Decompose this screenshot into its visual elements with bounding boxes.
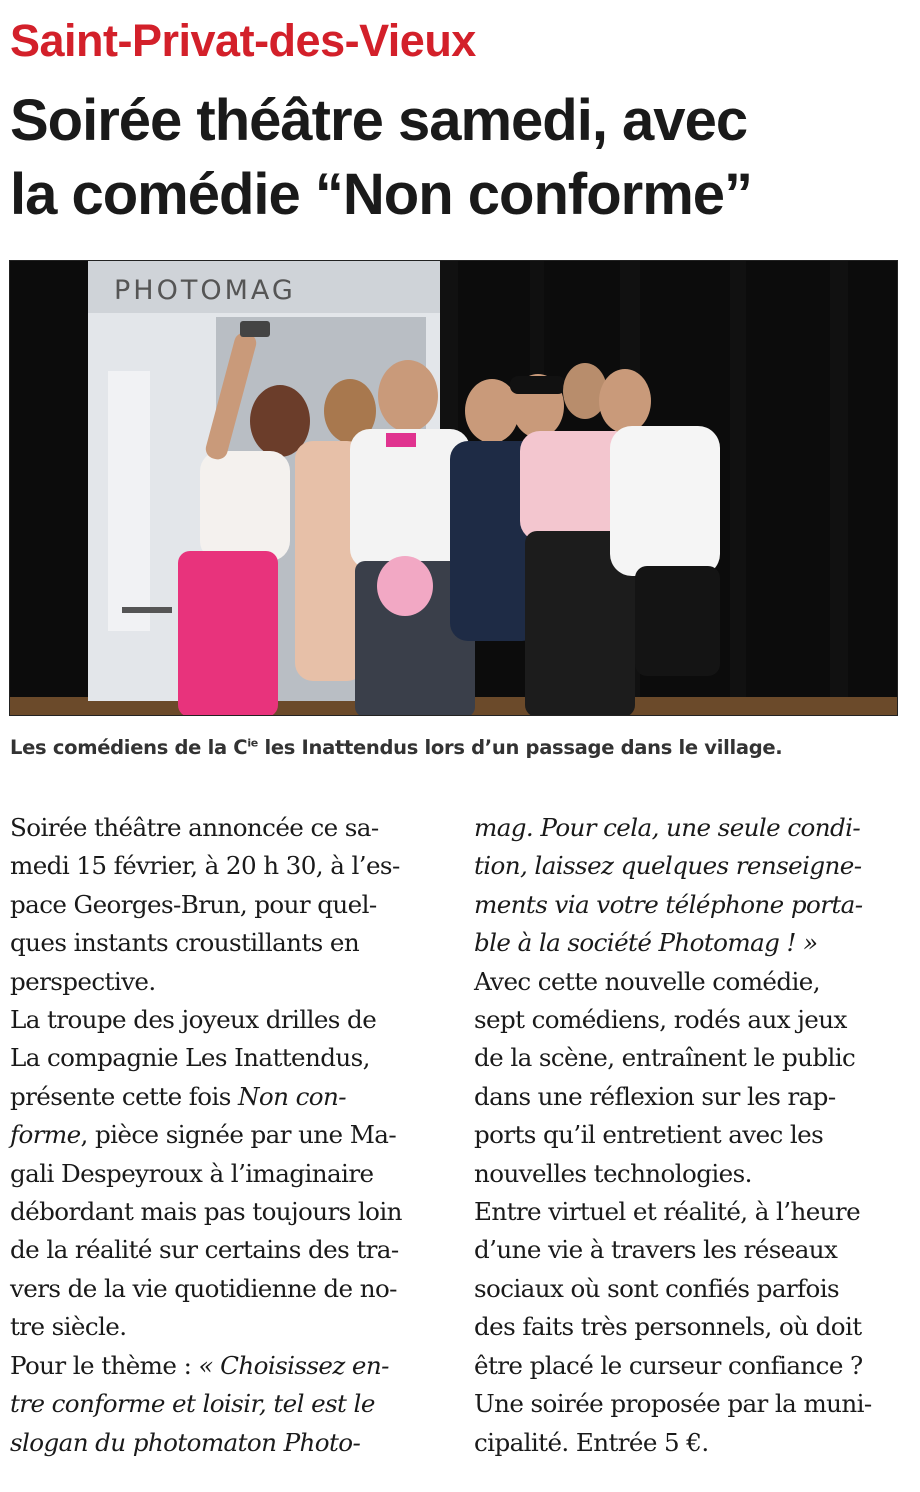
- body-line: vers de la vie quotidienne de no-: [10, 1273, 397, 1303]
- headline-line: Soirée théâtre samedi, avec: [10, 88, 748, 153]
- body-line: [474, 847, 902, 885]
- body-line: sept comédiens, rodés aux jeux: [474, 1005, 847, 1035]
- body-line: Soirée théâtre annoncée ce sa-: [10, 813, 379, 842]
- body-italic: ble à la société Photomag ! »: [474, 928, 818, 958]
- body-italic: tion, laissez quelques renseigne-: [474, 851, 862, 881]
- caption-text: Les comédiens de la C: [10, 736, 248, 759]
- body-line: perspective.: [10, 966, 156, 996]
- body-line: être placé le curseur confiance ?: [474, 1350, 863, 1380]
- caption-text: les Inattendus lors d’un passage dans le village.: [257, 736, 783, 759]
- body-text: , pièce signée par une Ma-: [80, 1120, 397, 1150]
- body-line: ports qu’il entretient avec les: [474, 1120, 824, 1150]
- photo-caption: [10, 736, 910, 759]
- body-italic: mag. Pour cela, une seule condi-: [474, 813, 861, 842]
- article-headline: [10, 84, 910, 232]
- body-column-right: [474, 809, 902, 1462]
- body-line: dans une réflexion sur les rap-: [474, 1081, 836, 1111]
- body-line: [474, 924, 902, 962]
- body-line: des faits très personnels, où doit: [474, 1312, 862, 1342]
- article-photo: [9, 260, 898, 716]
- body-line: pace Georges-Brun, pour quel-: [10, 889, 377, 919]
- body-line: Entre virtuel et réalité, à l’heure: [474, 1197, 861, 1227]
- body-line: [10, 1347, 434, 1385]
- body-line: tre siècle.: [10, 1312, 127, 1342]
- body-italic: Non con-: [238, 1081, 346, 1111]
- body-line: [474, 809, 902, 847]
- body-line: [10, 1116, 434, 1154]
- body-italic: tre conforme et loisir, tel est le: [10, 1389, 375, 1419]
- booth-label: PHOTOMAG: [114, 275, 296, 306]
- body-line: La troupe des joyeux drilles de: [10, 1005, 377, 1035]
- caption-superscript: ie: [247, 736, 258, 750]
- photo-illustration: [10, 261, 898, 716]
- body-italic: forme: [10, 1120, 81, 1150]
- body-line: gali Despeyroux à l’imaginaire: [10, 1158, 374, 1188]
- body-text: Pour le thème :: [10, 1350, 199, 1380]
- body-column-left: [10, 809, 434, 1462]
- body-line: medi 15 février, à 20 h 30, à l’es-: [10, 851, 400, 881]
- body-line: Avec cette nouvelle comédie,: [474, 966, 820, 996]
- body-line: de la réalité sur certains des tra-: [10, 1235, 399, 1265]
- body-line: cipalité. Entrée 5 €.: [474, 1427, 709, 1457]
- body-line: nouvelles technologies.: [474, 1158, 752, 1188]
- body-line: débordant mais pas toujours loin: [10, 1197, 402, 1227]
- body-line: sociaux où sont confiés parfois: [474, 1273, 840, 1303]
- body-line: [10, 1385, 434, 1423]
- body-italic: « Choisissez en-: [198, 1350, 389, 1380]
- body-line: ques instants croustillants en: [10, 928, 360, 958]
- body-italic: slogan du photomaton Photo-: [10, 1427, 361, 1457]
- body-line: [474, 886, 902, 924]
- body-italic: ments via votre téléphone porta-: [474, 889, 863, 919]
- body-line: de la scène, entraînent le public: [474, 1043, 856, 1073]
- headline-line: la comédie “Non conforme”: [10, 162, 753, 227]
- body-line: Une soirée proposée par la muni-: [474, 1389, 872, 1419]
- body-line: La compagnie Les Inattendus,: [10, 1043, 370, 1073]
- body-line: [10, 1424, 434, 1462]
- article-kicker: Saint-Privat-des-Vieux: [10, 15, 476, 66]
- body-line: [10, 1078, 434, 1116]
- body-line: d’une vie à travers les réseaux: [474, 1235, 838, 1265]
- body-text: présente cette fois: [10, 1081, 239, 1111]
